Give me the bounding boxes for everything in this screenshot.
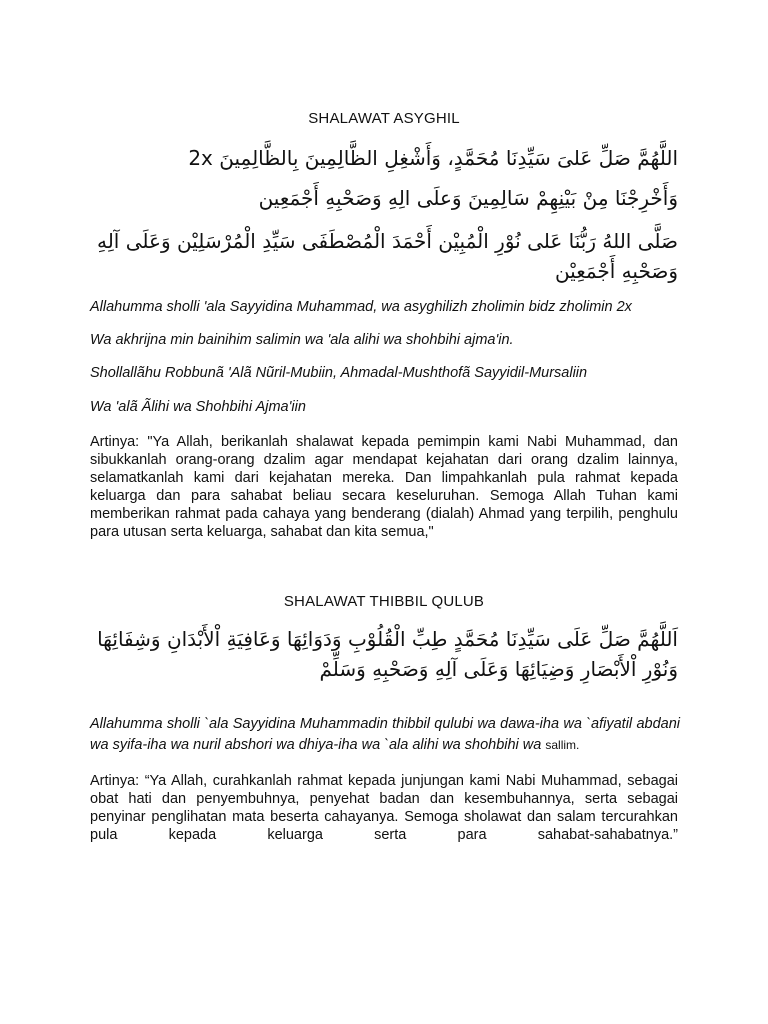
section1-latin-line3: Shollallãhu Robbunã 'Alã Nũril-Mubiin, Ahmadal-Mushthofã Sayyidil-Mursaliin	[90, 365, 588, 381]
section1-latin-line1: Allahumma sholli 'ala Sayyidina Muhammad, wa asyghilizh zholimin bidz zholimin 2x	[90, 299, 632, 315]
section1-translation: Artinya: "Ya Allah, berikanlah shalawat kepada pemimpin kami Nabi Muhammad, dan sibukkanlah orang-orang dzalim agar mendapat kejahatan dari orang dzalim lainnya, selamatkanlah kami dari kejahatan mereka. Dan limpahkanlah pula rahmat kepada keluarga dan para sahabat beliau secara keseluruhan. Semoga Allah Tuhan kami memberikan rahmat pada cahaya yang benderang (dialah) Ahmad yang terpilih, penghulu para utusan serta keluarga, sahabat dan kita semua,"	[90, 434, 678, 540]
section2-title: SHALAWAT THIBBIL QULUB	[283, 593, 485, 610]
section2-arabic-line1: اَللَّهُمَّ صَلِّ عَلَى سَيِّدِنَا مُحَمَّدٍ طِبِّ الْقُلُوْبِ وَدَوَائِهَا وَعَافِيَةِ اْلأَبْدَانِ وَشِفَائِهَا	[97, 627, 678, 651]
section1-arabic-line3: صَلَّى اللهُ رَبُّنَا عَلى نُوْرِ الْمُبِيْن أَحْمَدَ الْمُصْطَفَى سَيِّدِ الْمُرْسَلِيْن وَعَلَى آلِهِ وَصَحْبِهِ أَجْمَعِيْن	[96, 229, 678, 283]
section1-arabic-line1: اللَّهُمَّ صَلِّ عَلىَ سَيِّدِنَا مُحَمَّدٍ، وَأَشْغِلِ الظَّالِمِينَ بِالظَّالِمِينَ 2x	[188, 146, 678, 170]
section1-latin-line2: Wa akhrijna min bainihim salimin wa 'ala alihi wa shohbihi ajma'in.	[90, 332, 514, 348]
section2-latin-main: Allahumma sholli `ala Sayyidina Muhammadin thibbil qulubi wa dawa-iha wa `afiyatil abdani wa syifa-iha wa nuril abshori wa dhiya-iha wa `ala alihi wa shohbihi wa	[90, 716, 680, 753]
section1-title: SHALAWAT ASYGHIL	[308, 110, 460, 127]
section1-latin-line4: Wa 'alã Ãlihi wa Shohbihi Ajma'iin	[90, 399, 306, 415]
section2-latin-tail: sallim.	[545, 738, 580, 752]
section2-translation: Artinya: “Ya Allah, curahkanlah rahmat kepada junjungan kami Nabi Muhammad, sebagai obat hati dan penyembuhnya, penyehat badan dan kesembuhannya, serta sebagai penyinar penglihatan mata beserta cahayanya. Semoga sholawat dan salam tercurahkan pula kepada keluarga serta para sahabat-sahabatnya.”	[90, 773, 678, 843]
section2-latin	[90, 714, 680, 756]
section2-arabic-line2: وَنُوْرِ اْلأَبْصَارِ وَضِيَائِهَا وَعَلَى آلِهِ وَصَحْبِهِ وَسَلِّمْ	[319, 657, 678, 681]
section1-arabic-line2: وَأَخْرِجْنَا مِنْ بَيْنِهِمْ سَالِمِينَ وَعلَى الِهِ وَصَحْبِهِ أَجْمَعِين	[258, 186, 678, 210]
